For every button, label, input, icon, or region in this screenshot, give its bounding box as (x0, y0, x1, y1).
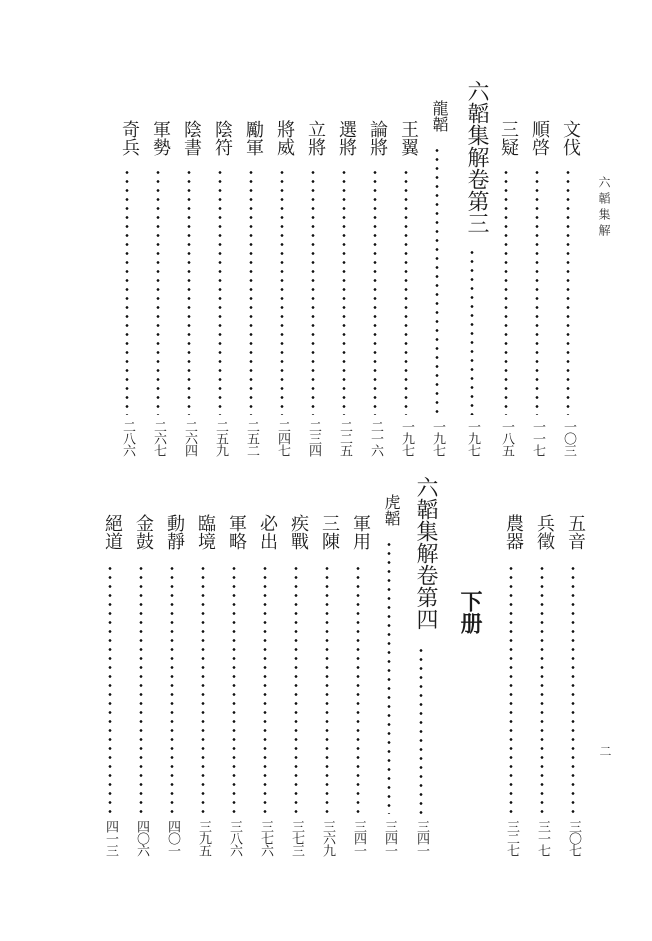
leader-dots (294, 564, 298, 814)
entry-page: 三九五 (196, 820, 211, 856)
half-volume-label: 下册 (457, 590, 482, 634)
entry-title: 勵軍 (243, 120, 264, 156)
entry-title: 三陳 (319, 514, 340, 550)
leader-dots (325, 564, 329, 814)
entry-page: 一一七 (530, 420, 545, 456)
entry-page: 三八六 (227, 820, 242, 856)
volume-title: 六韜集解卷第三 (464, 80, 489, 234)
entry-title: 絕道 (102, 514, 123, 550)
entry-title: 陰符 (212, 120, 233, 156)
entry-page: 三七三 (289, 820, 304, 856)
section-page: 三四一 (382, 820, 397, 856)
entry-title: 疾戰 (288, 514, 309, 550)
entry-page: 三四一 (351, 820, 366, 856)
leader-dots (571, 564, 575, 814)
entry-title: 兵徵 (534, 514, 555, 550)
entry-page: 二三四 (306, 420, 321, 456)
entry-page: 二一六 (368, 420, 383, 456)
leader-dots (509, 564, 513, 814)
entry-title: 順啓 (529, 120, 550, 156)
leader-dots (201, 564, 205, 814)
leader-dots (419, 646, 423, 814)
volume-title: 六韜集解卷第四 (413, 476, 438, 630)
entry-title: 奇兵 (119, 120, 140, 156)
leader-dots (108, 564, 112, 814)
leader-dots (566, 168, 570, 415)
entry-page: 三六九 (320, 820, 335, 856)
leader-dots (263, 564, 267, 814)
entry-page: 二二五 (337, 420, 352, 456)
entry-page: 一八五 (499, 420, 514, 456)
page-number: 二 (598, 745, 612, 757)
entry-title: 動靜 (164, 514, 185, 550)
entry-title: 論將 (367, 120, 388, 156)
entry-title: 王翼 (398, 120, 419, 156)
leader-dots (342, 168, 346, 415)
leader-dots (404, 168, 408, 415)
section-title: 龍韜 (430, 100, 449, 132)
entry-page: 二六四 (182, 420, 197, 456)
leader-dots (232, 564, 236, 814)
entry-page: 四〇一 (165, 820, 180, 856)
entry-title: 將威 (274, 120, 295, 156)
leader-dots (470, 248, 474, 415)
entry-title: 選將 (336, 120, 357, 156)
entry-title: 金鼓 (133, 514, 154, 550)
leader-dots (187, 168, 191, 415)
entry-title: 陰書 (181, 120, 202, 156)
leader-dots (125, 168, 129, 415)
running-head: 六韜集解 (597, 176, 611, 240)
leader-dots (139, 564, 143, 814)
volume-page: 三四一 (414, 820, 429, 856)
leader-dots (373, 168, 377, 415)
leader-dots (249, 168, 253, 415)
section-title: 虎韜 (382, 494, 401, 526)
entry-page: 一〇三 (561, 420, 576, 456)
entry-page: 三二七 (504, 820, 519, 856)
leader-dots (280, 168, 284, 415)
entry-title: 軍略 (226, 514, 247, 550)
entry-title: 五音 (565, 514, 586, 550)
entry-page: 二五二 (244, 420, 259, 456)
entry-page: 四〇六 (134, 820, 149, 856)
entry-title: 軍勢 (150, 120, 171, 156)
leader-dots (156, 168, 160, 415)
entry-title: 必出 (257, 514, 278, 550)
entry-page: 二五九 (213, 420, 228, 456)
leader-dots (435, 146, 439, 415)
entry-page: 二八六 (120, 420, 135, 456)
entry-title: 農器 (503, 514, 524, 550)
volume-page: 一九七 (465, 420, 480, 456)
leader-dots (387, 540, 391, 814)
leader-dots (170, 564, 174, 814)
entry-page: 二四七 (275, 420, 290, 456)
leader-dots (504, 168, 508, 415)
leader-dots (356, 564, 360, 814)
entry-page: 三一七 (535, 820, 550, 856)
entry-title: 立將 (305, 120, 326, 156)
entry-title: 文伐 (560, 120, 581, 156)
entry-page: 三〇七 (566, 820, 581, 856)
leader-dots (311, 168, 315, 415)
entry-page: 三七六 (258, 820, 273, 856)
entry-page: 四一三 (103, 820, 118, 856)
entry-page: 二六七 (151, 420, 166, 456)
entry-page: 一九七 (399, 420, 414, 456)
entry-title: 軍用 (350, 514, 371, 550)
leader-dots (540, 564, 544, 814)
entry-title: 三疑 (498, 120, 519, 156)
section-page: 一九七 (430, 420, 445, 456)
entry-title: 臨境 (195, 514, 216, 550)
leader-dots (218, 168, 222, 415)
leader-dots (535, 168, 539, 415)
